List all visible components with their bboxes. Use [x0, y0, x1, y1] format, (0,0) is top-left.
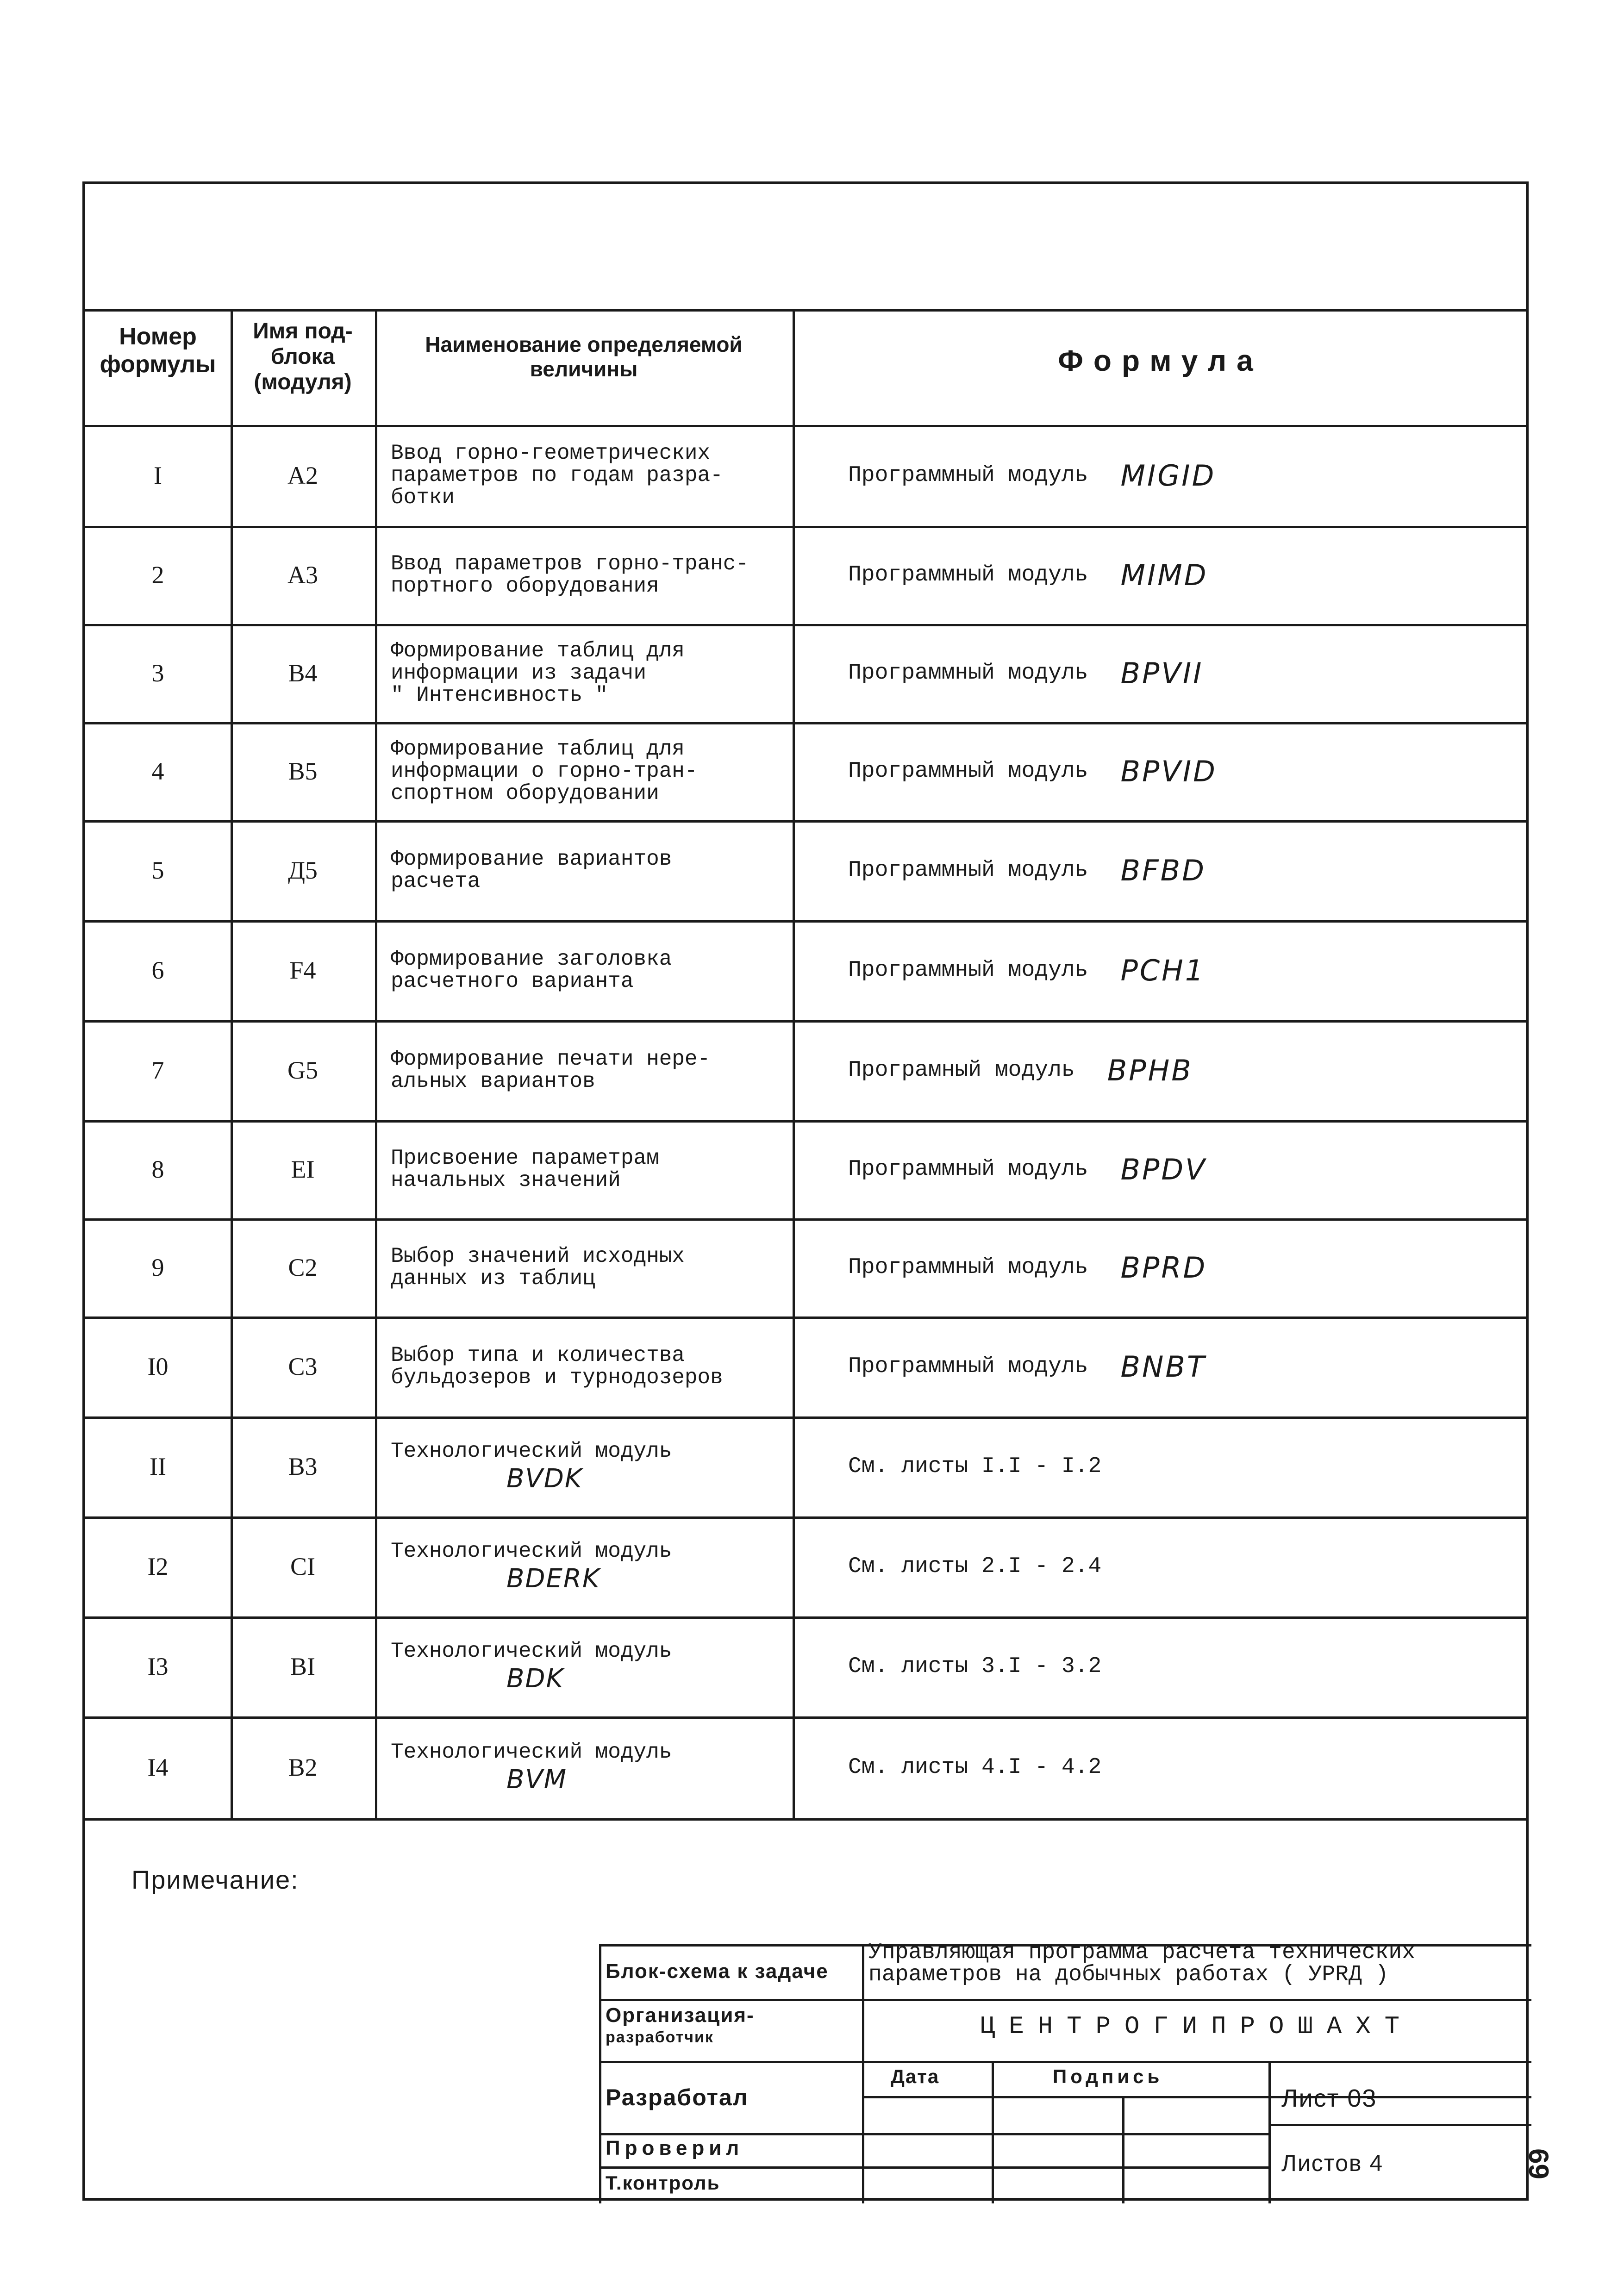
block-name — [231, 722, 375, 820]
formula-text: Программный модуль — [848, 1354, 1088, 1379]
block-name — [231, 526, 375, 624]
module-code: PCH1 — [1120, 953, 1206, 987]
module-code: BVM — [506, 1764, 568, 1795]
block-name-text: A2 — [287, 462, 318, 489]
formula-number-text: 5 — [151, 856, 164, 884]
document-frame — [82, 181, 1529, 2201]
quantity-name-line: Формирование вариантов — [391, 847, 672, 871]
block-name-text: C2 — [288, 1254, 318, 1281]
quantity-name — [375, 920, 793, 1020]
formula-text: См. листы 3.I - 3.2 — [848, 1654, 1102, 1679]
formula-cell — [793, 624, 1529, 722]
quantity-name-line: Присвоение параметрам — [391, 1146, 659, 1170]
quantity-name-line: начальных значений — [391, 1168, 621, 1192]
quantity-name — [375, 1218, 793, 1316]
block-name-text: B3 — [288, 1453, 318, 1480]
quantity-name-line: Ввод параметров горно-транс- — [391, 551, 749, 576]
block-name-text: BI — [290, 1653, 315, 1680]
block-name — [231, 820, 375, 920]
block-name — [231, 1516, 375, 1616]
block-name-text: B4 — [288, 659, 318, 687]
quantity-name-line: информации из задачи — [391, 661, 647, 685]
stamp-rule — [862, 1944, 864, 2203]
stamp-rule — [599, 1944, 601, 2203]
formula-cell — [793, 425, 1529, 526]
formula-text: Программный модуль — [848, 1255, 1088, 1280]
formula-number — [85, 425, 231, 526]
formula-text: Программный модуль — [848, 858, 1088, 883]
quantity-name — [375, 1120, 793, 1218]
quantity-name-line: ботки — [391, 486, 455, 510]
quantity-name-line: Формирование таблиц для — [391, 736, 685, 761]
formula-number — [85, 1616, 231, 1716]
quantity-name-line: информации о горно-тран- — [391, 759, 698, 783]
module-code: BVDK — [506, 1463, 583, 1494]
formula-cell — [793, 1416, 1529, 1516]
formula-number-text: II — [150, 1453, 166, 1480]
quantity-name-line: Формирование таблиц для — [391, 638, 685, 663]
block-name — [231, 920, 375, 1020]
quantity-name-line: параметров по годам разра- — [391, 463, 723, 487]
quantity-name-line: расчетного варианта — [391, 969, 634, 993]
quantity-name-line: Формирование печати нере- — [391, 1047, 711, 1071]
formula-text: Программный модуль — [848, 958, 1088, 983]
block-name — [231, 425, 375, 526]
formula-number-text: 6 — [151, 956, 164, 984]
stamp-org-name: ЦЕНТРОГИПРОШАХТ — [980, 2013, 1414, 2041]
formula-text: Программный модуль — [848, 463, 1088, 488]
formula-text: Програмный модуль — [848, 1058, 1075, 1083]
stamp-rule — [599, 1999, 1531, 2001]
page-number: 69 — [1523, 2148, 1554, 2179]
formula-number — [85, 1316, 231, 1416]
formula-text: См. листы I.I - I.2 — [848, 1454, 1102, 1479]
module-code: BDERK — [506, 1563, 600, 1594]
quantity-name — [375, 526, 793, 624]
quantity-name-line: Выбор значений исходных — [391, 1244, 685, 1268]
block-name-text: G5 — [287, 1056, 318, 1084]
formula-text: Программный модуль — [848, 1157, 1088, 1182]
formula-number-text: I2 — [147, 1553, 169, 1580]
module-code: BNBT — [1120, 1349, 1206, 1384]
block-name — [231, 1316, 375, 1416]
block-name-text: A3 — [287, 561, 318, 589]
quantity-name-line: портного оборудования — [391, 574, 659, 598]
stamp-sheets-count: Листов 4 — [1281, 2150, 1384, 2176]
module-code: BFBD — [1120, 853, 1206, 887]
quantity-name — [375, 1516, 793, 1616]
stamp-org-label: Организация- разработчик — [606, 2004, 755, 2046]
quantity-name — [375, 1020, 793, 1120]
header-number: Номер формулы — [100, 323, 216, 378]
quantity-name-line: Технологический модуль — [391, 1740, 672, 1765]
quantity-name-line: альных вариантов — [391, 1069, 595, 1093]
formula-number — [85, 624, 231, 722]
module-code: MIMD — [1120, 558, 1208, 592]
header-name: Наименование определяемой величины — [425, 332, 743, 381]
quantity-name — [375, 1616, 793, 1716]
block-name-text: B5 — [288, 757, 318, 785]
formula-number — [85, 920, 231, 1020]
stamp-rule — [992, 2061, 994, 2203]
stamp-rule — [599, 2061, 1531, 2063]
formula-cell — [793, 722, 1529, 820]
stamp-rule — [1268, 2061, 1271, 2203]
module-code: BDK — [506, 1663, 564, 1694]
formula-cell — [793, 1218, 1529, 1316]
formula-number-text: 4 — [151, 757, 164, 785]
block-name-text: C3 — [288, 1353, 318, 1380]
quantity-name-line: Формирование заголовка — [391, 947, 672, 971]
formula-cell — [793, 526, 1529, 624]
block-name-text: EI — [291, 1155, 315, 1183]
stamp-checked-label: Проверил — [606, 2137, 744, 2159]
formula-number — [85, 722, 231, 820]
quantity-name — [375, 1316, 793, 1416]
quantity-name-line: Технологический модуль — [391, 1439, 672, 1464]
block-name-text: CI — [290, 1553, 315, 1580]
stamp-rule — [862, 2096, 1531, 2098]
formula-number — [85, 1416, 231, 1516]
block-name-text: B2 — [288, 1753, 318, 1781]
stamp-signature-label: Подпись — [1053, 2065, 1163, 2087]
stamp-tcontrol-label: Т.контроль — [606, 2172, 720, 2194]
module-code: MIGID — [1120, 458, 1216, 493]
quantity-name-line: " Интенсивность " — [391, 683, 608, 708]
formula-number — [85, 820, 231, 920]
stamp-rule — [1122, 2096, 1124, 2203]
note-label: Примечание: — [131, 1865, 299, 1894]
formula-number-text: I4 — [147, 1753, 169, 1781]
formula-cell — [793, 920, 1529, 1020]
block-name — [231, 1416, 375, 1516]
formula-cell — [793, 1716, 1529, 1818]
quantity-name — [375, 722, 793, 820]
rule — [85, 1818, 1526, 1821]
formula-text: Программный модуль — [848, 562, 1088, 587]
block-name — [231, 1716, 375, 1818]
quantity-name-line: Технологический модуль — [391, 1539, 672, 1564]
header-block: Имя под- блока (модуля) — [253, 319, 353, 395]
formula-number — [85, 1716, 231, 1818]
stamp-rule — [599, 2166, 1268, 2169]
formula-cell — [793, 1516, 1529, 1616]
block-name — [231, 1616, 375, 1716]
formula-text: См. листы 4.I - 4.2 — [848, 1755, 1102, 1780]
stamp-scheme-label: Блок-схема к задаче — [606, 1960, 829, 1983]
block-name — [231, 1218, 375, 1316]
formula-number-text: 3 — [151, 659, 164, 687]
formula-number — [85, 1020, 231, 1120]
stamp-rule — [599, 2133, 1268, 2135]
formula-number — [85, 1516, 231, 1616]
block-name-text: F4 — [289, 956, 316, 984]
quantity-name-line: спортном оборудовании — [391, 781, 659, 806]
formula-text: Программный модуль — [848, 759, 1088, 784]
module-code: BPVII — [1120, 656, 1204, 690]
module-code: BPHB — [1107, 1053, 1193, 1087]
quantity-name-line: Выбор типа и количества — [391, 1343, 685, 1367]
formula-cell — [793, 820, 1529, 920]
quantity-name — [375, 1716, 793, 1818]
quantity-name — [375, 1416, 793, 1516]
formula-number-text: 9 — [151, 1254, 164, 1281]
module-code: BPVID — [1120, 754, 1217, 788]
module-code: BPDV — [1120, 1152, 1207, 1186]
formula-cell — [793, 1316, 1529, 1416]
formula-cell — [793, 1120, 1529, 1218]
header-formula: Формула — [1058, 344, 1263, 377]
quantity-name — [375, 624, 793, 722]
stamp-developed-label: Разработал — [606, 2084, 749, 2110]
quantity-name — [375, 820, 793, 920]
quantity-name-line: Ввод горно-геометрических — [391, 441, 711, 465]
formula-number-text: 7 — [151, 1056, 164, 1084]
block-name-text: Д5 — [288, 856, 318, 884]
quantity-name-line: расчета — [391, 869, 481, 893]
formula-cell — [793, 1020, 1529, 1120]
block-name — [231, 1120, 375, 1218]
quantity-name-line: Технологический модуль — [391, 1639, 672, 1664]
formula-number-text: I0 — [147, 1353, 169, 1380]
stamp-rule — [1268, 2124, 1531, 2126]
stamp-date-label: Дата — [891, 2065, 940, 2087]
formula-text: Программный модуль — [848, 661, 1088, 686]
formula-number-text: I — [154, 462, 162, 489]
formula-number — [85, 1218, 231, 1316]
formula-number — [85, 1120, 231, 1218]
block-name — [231, 1020, 375, 1120]
stamp-scheme-title: Управляющая программа расчета технических параметров на добычных работах ( УPRД ) — [868, 1940, 1415, 1987]
formula-number-text: I3 — [147, 1653, 169, 1680]
quantity-name — [375, 425, 793, 526]
block-name — [231, 624, 375, 722]
formula-number-text: 8 — [151, 1155, 164, 1183]
formula-cell — [793, 1616, 1529, 1716]
stamp-sheet: Лист 03 — [1281, 2084, 1377, 2112]
quantity-name-line: данных из таблиц — [391, 1267, 595, 1291]
quantity-name-line: бульдозеров и турнодозеров — [391, 1366, 723, 1390]
formula-number-text: 2 — [151, 561, 164, 589]
rule — [85, 309, 1526, 312]
module-code: BPRD — [1120, 1250, 1207, 1285]
formula-number — [85, 526, 231, 624]
formula-text: См. листы 2.I - 2.4 — [848, 1554, 1102, 1579]
